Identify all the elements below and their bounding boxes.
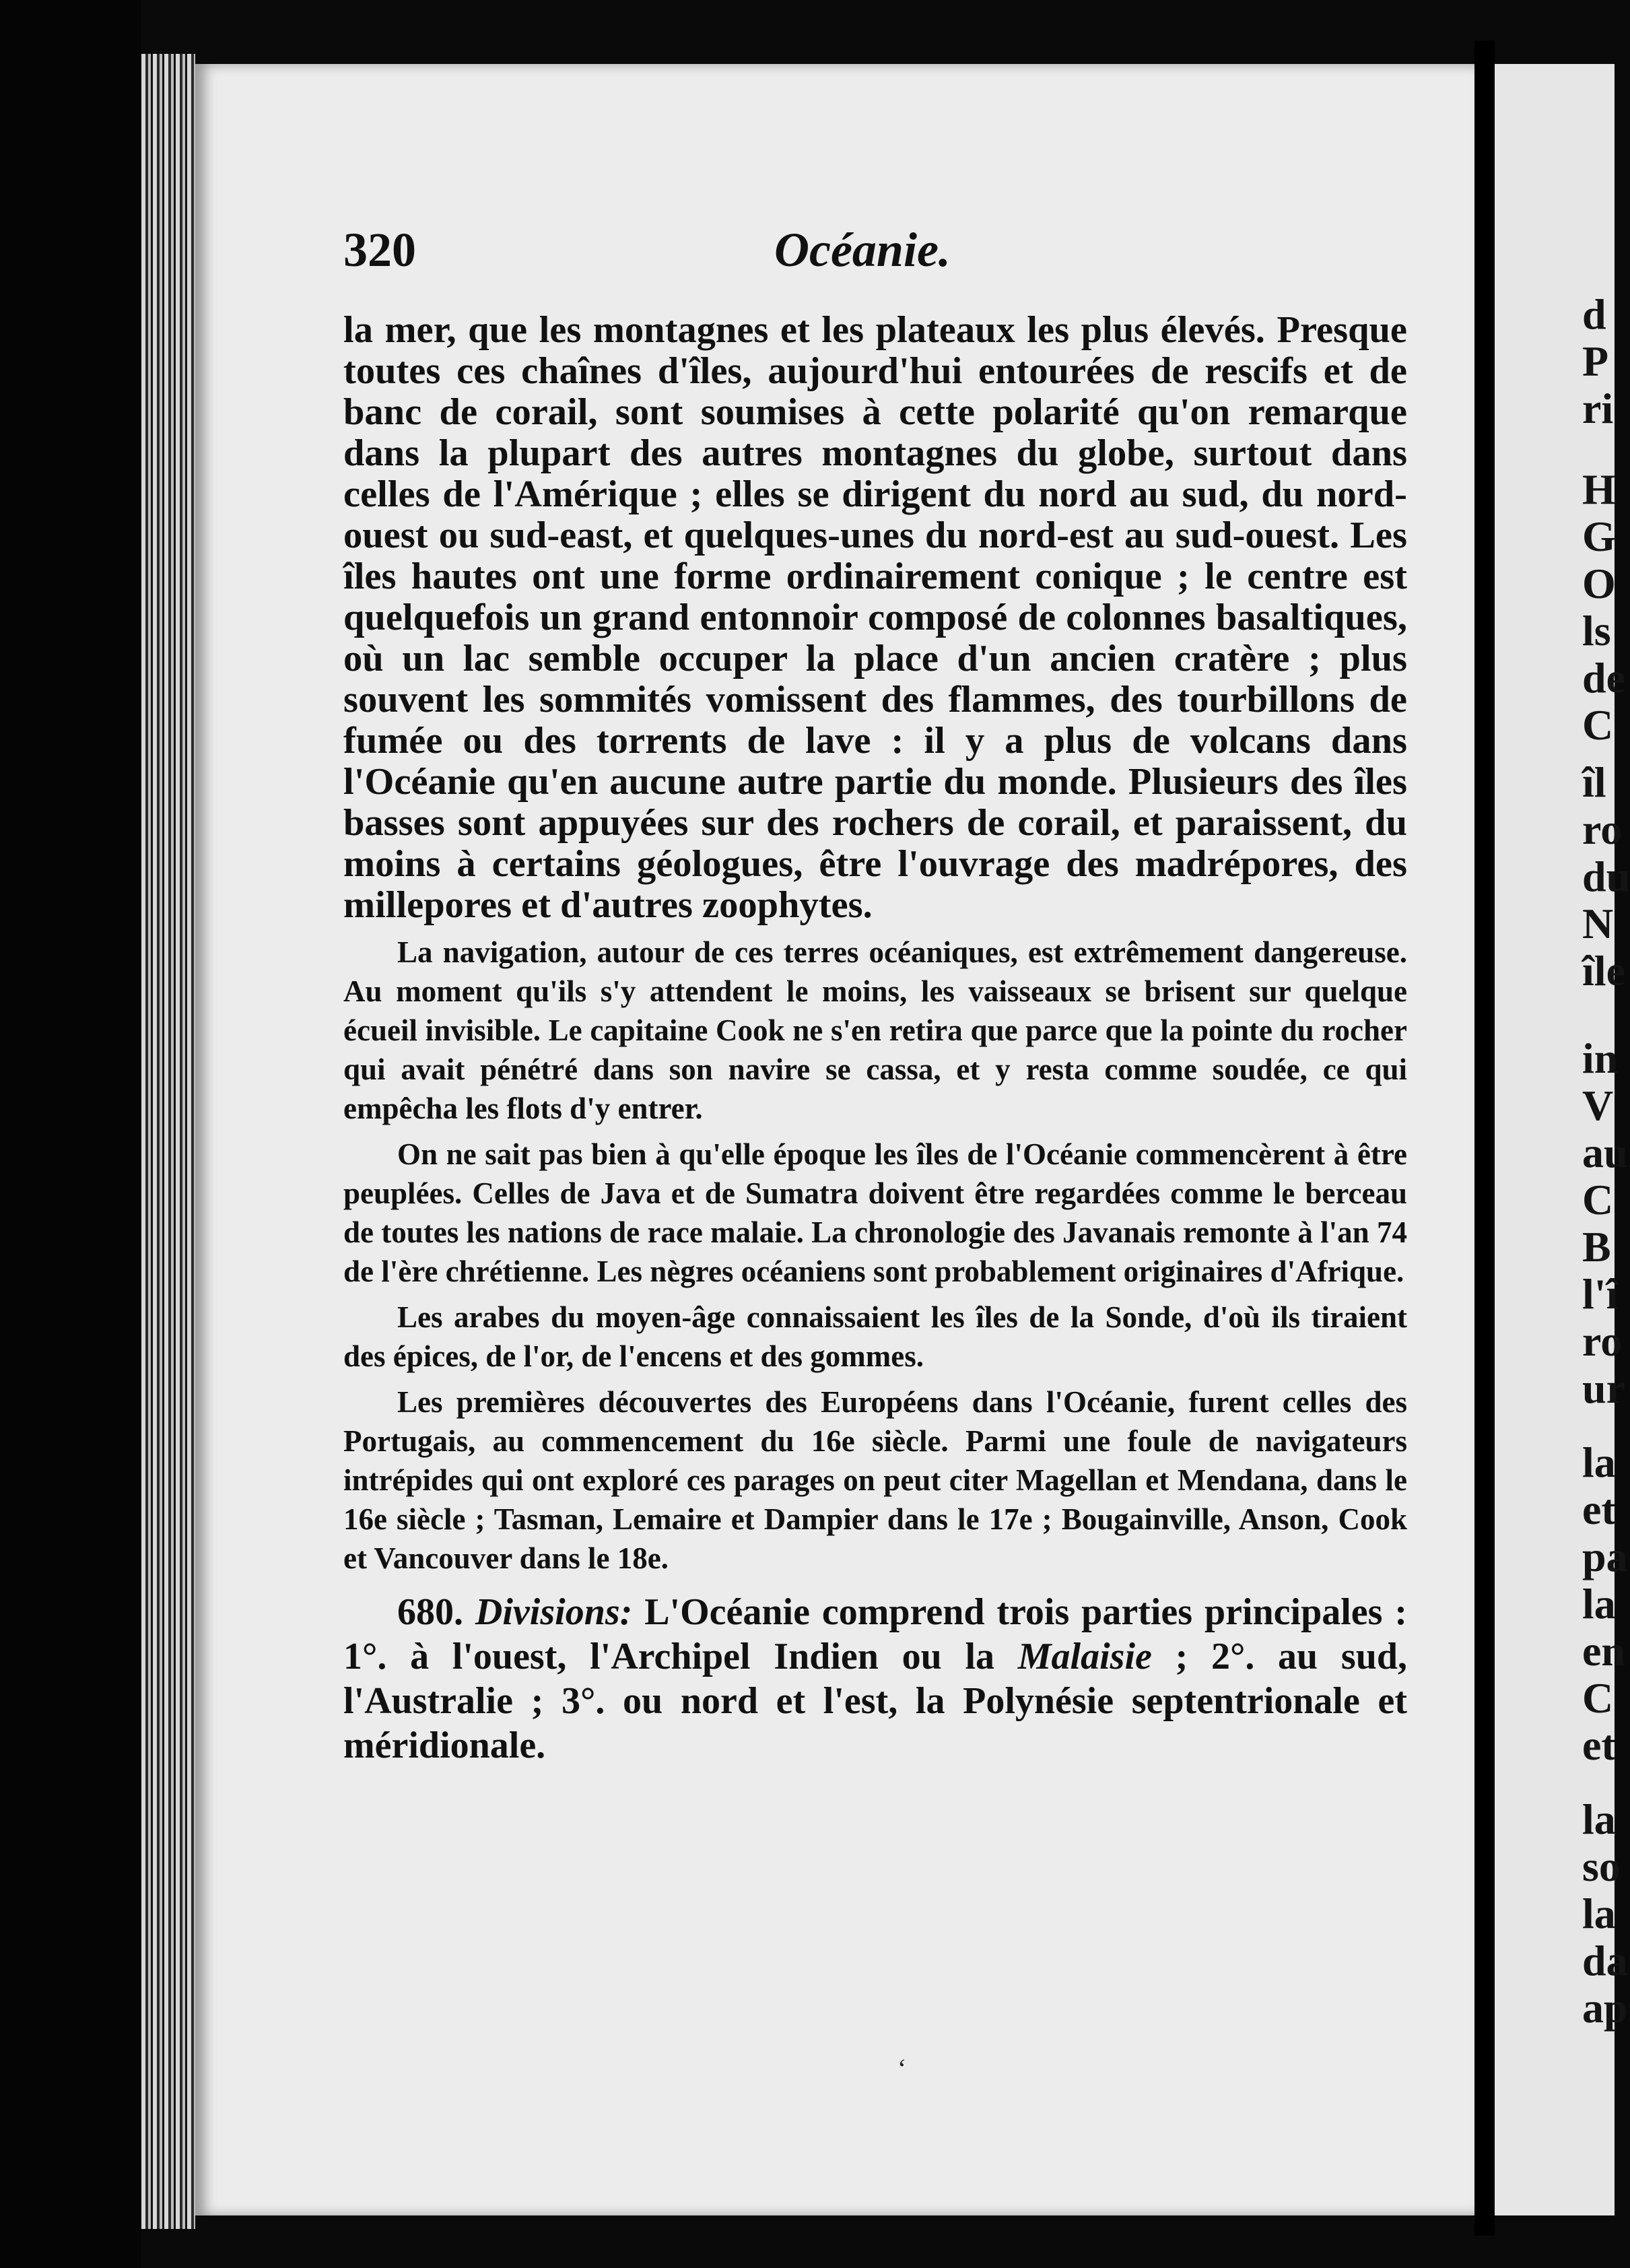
facing-page-fragment: la: [1582, 1438, 1616, 1486]
page-header: [343, 209, 1407, 310]
scanner-background: [0, 0, 141, 2268]
book-gutter: [1474, 40, 1495, 2236]
facing-page-fragment: P: [1582, 337, 1609, 385]
paragraph-discoveries: Les premières découvertes des Européens dans l'Océanie, furent celles des Portugais, au commencement du 16e siècle. Parmi une foule de navigateurs intrépides qui ont exploré ces parages on peut citer Magellan et Mendana, dans le 16e siècle ; Tasman, Lemaire et Dampier dans le 17e ; Bougainville, Anson, Cook et Vancouver dans le 18e.: [343, 1385, 1407, 1575]
facing-page-fragment: so: [1582, 1842, 1621, 1890]
facing-page-fragment: ap: [1582, 1984, 1628, 2032]
facing-page-fragment: et: [1582, 1486, 1616, 1533]
facing-page-fragment: la: [1582, 1795, 1616, 1843]
paragraph-population: On ne sait pas bien à qu'elle époque les îles de l'Océanie commencèrent à être peuplées. Celles de Java et de Sumatra doivent être regardées comme le berceau de toutes les nations de race malaie. La chronologie des Javanais remonte à l'an 74 de l'ère chrétienne. Les nègres océaniens sont probablement originaires d'Afrique.: [343, 1137, 1407, 1288]
facing-page-fragment: ur: [1582, 1364, 1625, 1412]
page-content: [343, 209, 1407, 1768]
page-number: 320: [343, 223, 416, 277]
facing-page-fragment: O: [1582, 560, 1616, 607]
facing-page-edge: [1495, 64, 1630, 2215]
facing-page-fragment: l'î: [1582, 1270, 1619, 1318]
paragraph-geology: la mer, que les montagnes et les plateaux les plus élevés. Presque toutes ces chaînes d'îles, aujourd'hui entourées de rescifs et de banc de corail, sont soumises à cette polarité qu'on remarque dans la plupart des autres montagnes du globe, surtout dans celles de l'Amérique ; elles se dirigent du nord au sud, du nord-ouest ou sud-east, et quelques-unes du nord-est au sud-ouest. Les îles hautes ont une forme ordinairement conique ; le centre est quelquefois un grand entonnoir composé de colonnes basaltiques, où un lac semble occuper la place d'un ancien cratère ; plus souvent les sommités vomissent des flammes, des tourbillons de fumée ou des torrents de lave : il y a plus de volcans dans l'Océanie qu'en aucune autre partie du monde. Plusieurs des îles basses sont appuyées sur des rochers de corail, et paraissent, du moins à certains géologues, être l'ouvrage des madrépores, des millepores et d'autres zoophytes.: [343, 309, 1407, 926]
divisions-emphasis: Malaisie: [1017, 1636, 1152, 1677]
facing-page-fragment: d: [1582, 290, 1606, 338]
paragraph-arabs: Les arabes du moyen-âge connaissaient les îles de la Sonde, d'où ils tiraient des épices, de l'or, de l'encens et des gommes.: [343, 1300, 1407, 1373]
running-title: Océanie.: [774, 223, 951, 277]
facing-page-fragment: pa: [1582, 1533, 1628, 1580]
facing-page-fragment: de: [1582, 654, 1625, 702]
facing-page-fragment: da: [1582, 1937, 1628, 1984]
paragraph-navigation: La navigation, autour de ces terres océaniques, est extrêmement dangereuse. Au moment qu'ils s'y attendent le moins, les vaisseaux se brisent sur quelque écueil invisible. Le capitaine Cook ne s'en retira que parce que la pointe du rocher qui avait pénétré dans son navire se cassa, et y resta comme soudée, ce qui empêcha les flots d'y entrer.: [343, 935, 1407, 1125]
facing-page-fragment: îl: [1582, 758, 1606, 806]
section-label: Divisions:: [475, 1591, 633, 1633]
facing-page-fragment: et: [1582, 1721, 1616, 1769]
facing-page-fragment: H: [1582, 465, 1616, 513]
divisions-text-after: ; 2°. au sud, l'Australie ; 3°. ou nord et l'est, la Polynésie septentrionale et méridionale.: [343, 1636, 1407, 1766]
facing-page-fragment: C: [1582, 1674, 1614, 1722]
section-number: 680.: [397, 1591, 463, 1633]
paragraph-divisions: [343, 1590, 1407, 1768]
facing-page-fragment: G: [1582, 512, 1616, 560]
facing-page-fragment: ro: [1582, 1317, 1623, 1365]
facing-page-fragment: C: [1582, 1176, 1614, 1224]
facing-page-fragment: la: [1582, 1890, 1616, 1937]
facing-page-fragment: B: [1582, 1223, 1611, 1271]
facing-page-fragment: la: [1582, 1580, 1616, 1628]
facing-page-fragment: in: [1582, 1034, 1619, 1082]
divisions-text-before: L'Océanie comprend trois parties principales : 1°. à l'ouest, l'Archipel Indien ou la: [343, 1591, 1407, 1677]
facing-page-fragment: ls: [1582, 607, 1611, 655]
stray-mark: ʻ: [897, 2053, 907, 2083]
facing-page-fragment: au: [1582, 1129, 1628, 1176]
facing-page-fragment: du: [1582, 853, 1630, 900]
facing-page-fragment: ri: [1582, 385, 1614, 432]
facing-page-fragment: C: [1582, 701, 1614, 749]
facing-page-fragment: V: [1582, 1081, 1614, 1129]
facing-page-fragment: ro: [1582, 805, 1623, 853]
facing-page-fragment: en: [1582, 1627, 1625, 1675]
facing-page-fragment: N: [1582, 900, 1614, 947]
facing-page-fragment: île: [1582, 947, 1625, 995]
book-page-edges: [141, 54, 195, 2229]
